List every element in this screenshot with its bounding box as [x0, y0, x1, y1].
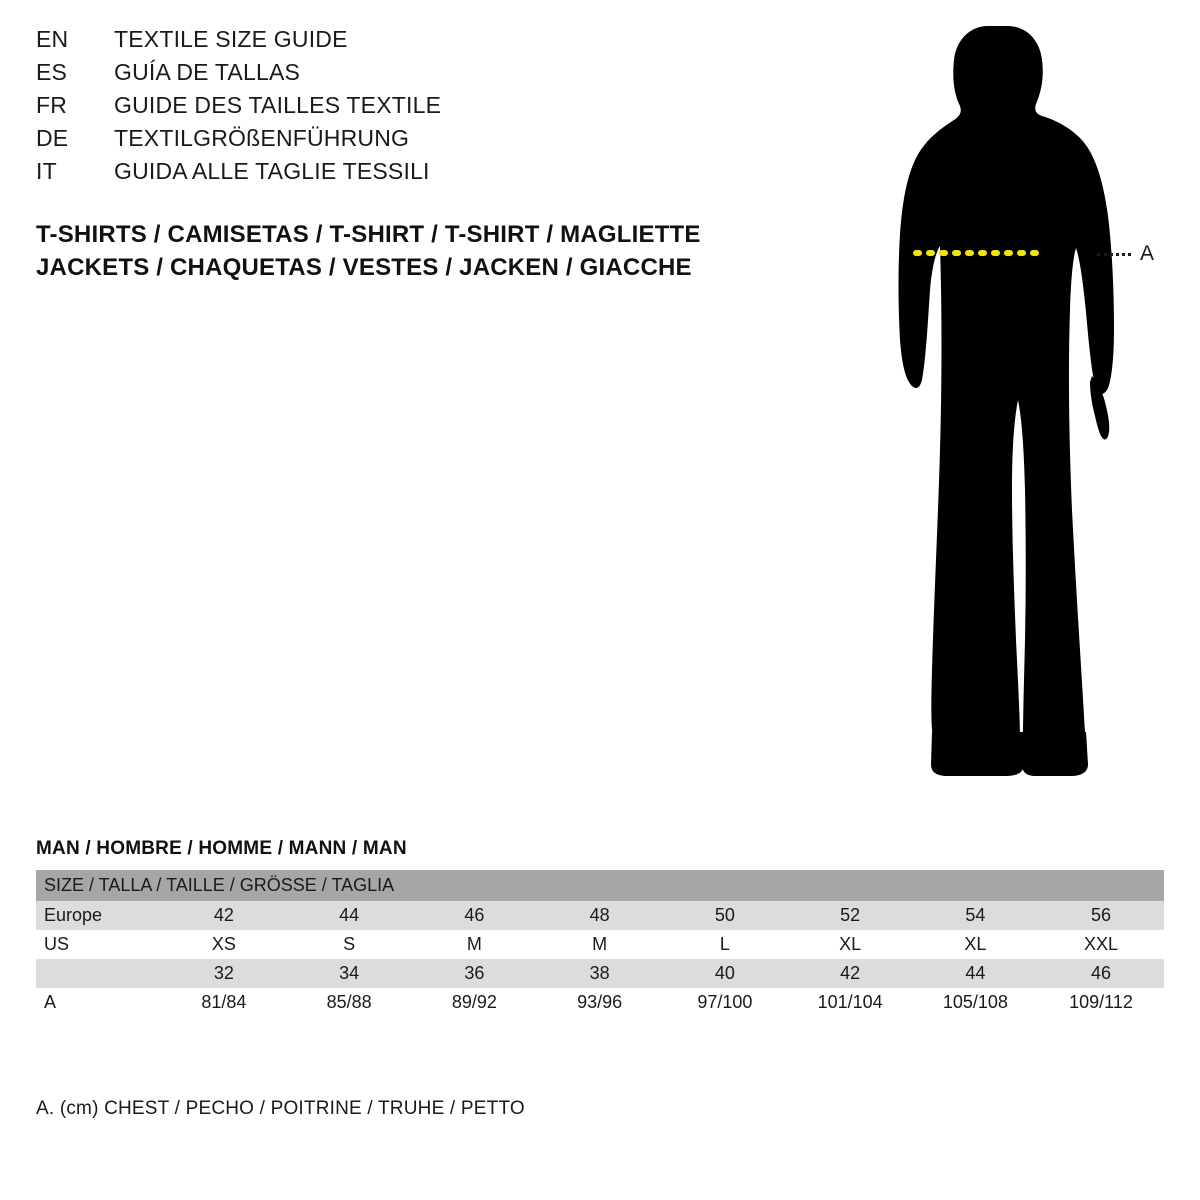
cell: S — [287, 930, 412, 959]
cell: XL — [913, 930, 1038, 959]
cell: 93/96 — [537, 988, 662, 1017]
cell: 54 — [913, 901, 1038, 930]
cell: XXL — [1038, 930, 1164, 959]
cell: 46 — [1038, 959, 1164, 988]
cell: 89/92 — [412, 988, 537, 1017]
language-code: IT — [36, 158, 57, 184]
row-label: A — [36, 988, 161, 1017]
size-table — [36, 870, 1164, 1017]
cell: 40 — [662, 959, 787, 988]
cell: 56 — [1038, 901, 1164, 930]
measure-label-a: A — [1140, 242, 1155, 265]
language-title: GUÍA DE TALLAS — [114, 59, 301, 85]
cell: 42 — [788, 959, 913, 988]
cell: M — [537, 930, 662, 959]
cell: XS — [161, 930, 286, 959]
category-tshirts: T-SHIRTS / CAMISETAS / T-SHIRT / T-SHIRT / MAGLIETTE — [36, 221, 701, 248]
cell: 38 — [537, 959, 662, 988]
language-title: GUIDA ALLE TAGLIE TESSILI — [114, 158, 430, 184]
language-row — [36, 26, 756, 59]
cell: 42 — [161, 901, 286, 930]
language-title: GUIDE DES TAILLES TEXTILE — [114, 92, 442, 118]
measure-leader-line — [1097, 253, 1131, 256]
cell: 52 — [788, 901, 913, 930]
table-row — [36, 901, 1164, 930]
size-table-section — [36, 838, 1164, 1017]
language-code: DE — [36, 125, 69, 151]
cell: 46 — [412, 901, 537, 930]
table-group-title: MAN / HOMBRE / HOMME / MANN / MAN — [36, 838, 407, 859]
garment-category-block — [36, 218, 836, 284]
cell: 97/100 — [662, 988, 787, 1017]
table-row — [36, 959, 1164, 988]
language-row — [36, 92, 756, 125]
row-label — [36, 959, 161, 988]
table-row — [36, 988, 1164, 1017]
language-code: ES — [36, 59, 68, 85]
cell: 36 — [412, 959, 537, 988]
cell: XL — [788, 930, 913, 959]
measurement-footnote: A. (cm) CHEST / PECHO / POITRINE / TRUHE / PETTO — [36, 1098, 525, 1119]
cell: 109/112 — [1038, 988, 1164, 1017]
language-title: TEXTILE SIZE GUIDE — [114, 26, 348, 52]
category-jackets: JACKETS / CHAQUETAS / VESTES / JACKEN / GIACCHE — [36, 254, 692, 281]
cell: 50 — [662, 901, 787, 930]
cell: 44 — [287, 901, 412, 930]
cell: 101/104 — [788, 988, 913, 1017]
language-title: TEXTILGRÖßENFÜHRUNG — [114, 125, 410, 151]
cell: 81/84 — [161, 988, 286, 1017]
language-row — [36, 125, 756, 158]
cell: 44 — [913, 959, 1038, 988]
table-header-label: SIZE / TALLA / TAILLE / GRÖSSE / TAGLIA — [36, 870, 1164, 901]
cell: M — [412, 930, 537, 959]
table-header-row — [36, 870, 1164, 901]
row-label: Europe — [36, 901, 161, 930]
cell: 105/108 — [913, 988, 1038, 1017]
cell: 85/88 — [287, 988, 412, 1017]
language-code: EN — [36, 26, 69, 52]
cell: 34 — [287, 959, 412, 988]
language-code: FR — [36, 92, 68, 118]
language-row — [36, 59, 756, 92]
cell: L — [662, 930, 787, 959]
language-heading-block — [36, 26, 756, 191]
male-silhouette-figure — [820, 20, 1180, 780]
silhouette-icon — [820, 20, 1180, 780]
table-row — [36, 930, 1164, 959]
row-label: US — [36, 930, 161, 959]
cell: 48 — [537, 901, 662, 930]
cell: 32 — [161, 959, 286, 988]
language-row — [36, 158, 756, 191]
